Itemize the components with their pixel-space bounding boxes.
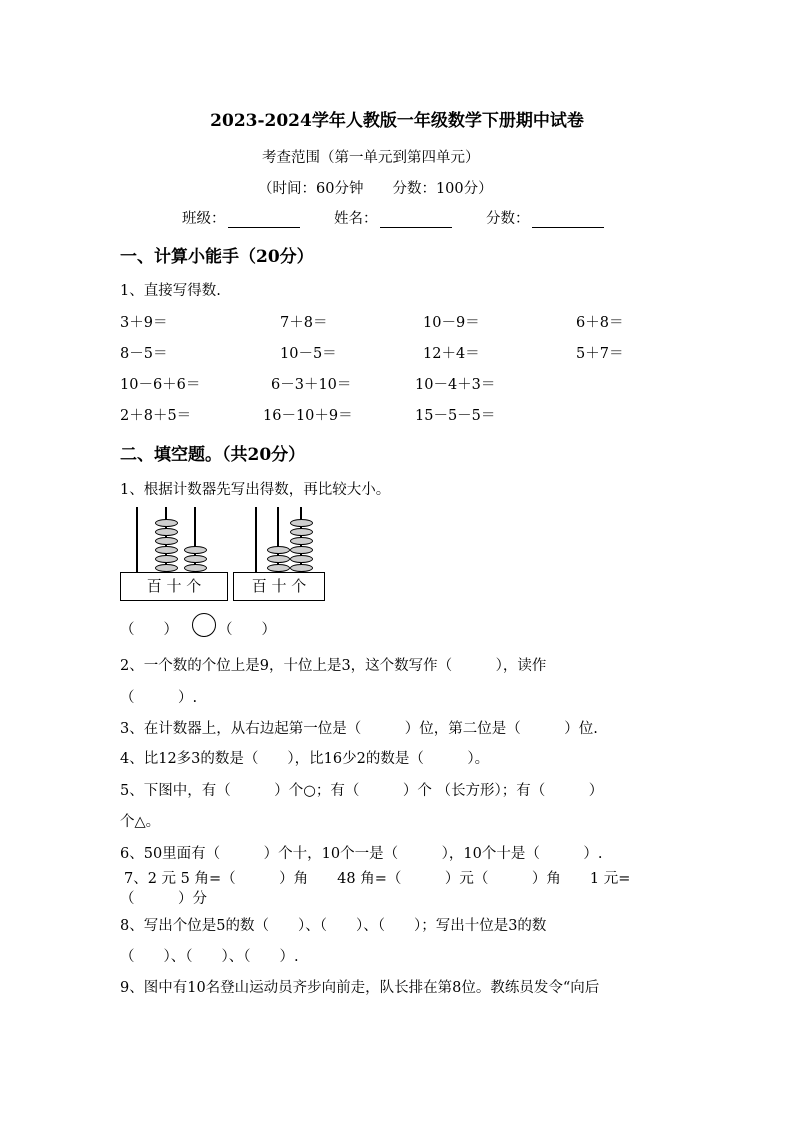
- calc-item: 10－9＝: [423, 315, 480, 331]
- abacus-bead: [155, 555, 178, 563]
- question-2-4: 4、比12多3的数是（ ），比16少2的数是（ ）。: [120, 751, 490, 767]
- question-2-9: 9、图中有10名登山运动员齐步向前走，队长排在第8位。教练员发令“向后: [120, 980, 600, 996]
- question-2-2: 2、一个数的个位上是9，十位上是3，这个数写作（ ），读作: [120, 658, 547, 674]
- abacus-bead: [267, 546, 290, 554]
- section1-heading: 一、计算小能手（20分）: [120, 247, 314, 267]
- abacus-1: [120, 505, 228, 601]
- calc-item: 10－4＋3＝: [415, 377, 496, 393]
- question-2-5: 5、下图中，有（ ）个○；有（ ）个 （长方形）；有（ ）: [120, 783, 604, 799]
- answer-right[interactable]: （ ）: [218, 622, 276, 638]
- abacus-bead: [184, 546, 207, 554]
- calc-item: 12＋4＝: [423, 346, 480, 362]
- calc-item: 8－5＝: [120, 346, 168, 362]
- calc-item: 16－10＋9＝: [263, 408, 353, 424]
- name-field: [334, 207, 452, 228]
- score-label: 分数：: [486, 211, 530, 227]
- class-field: [182, 207, 300, 228]
- name-label: 姓名：: [334, 211, 378, 227]
- abacus-bead: [290, 528, 313, 536]
- rod-hundreds: [255, 507, 257, 573]
- abacus-bead: [155, 537, 178, 545]
- name-blank[interactable]: [380, 213, 452, 228]
- question-2-8-cont: （ ）、（ ）、（ ）.: [120, 949, 299, 965]
- calc-item: 3＋9＝: [120, 315, 168, 331]
- section2-heading: 二、填空题。（共20分）: [120, 445, 306, 465]
- abacus-base: 百 十 个: [120, 572, 228, 601]
- abacus-bead: [184, 564, 207, 572]
- calc-item: 10－5＝: [280, 346, 337, 362]
- abacus-bead: [290, 546, 313, 554]
- score-blank[interactable]: [532, 213, 604, 228]
- abacus-bead: [290, 555, 313, 563]
- abacus-bead: [155, 528, 178, 536]
- score-field: [486, 207, 604, 228]
- abacus-bead: [267, 555, 290, 563]
- rod-hundreds: [136, 507, 138, 573]
- question-2-7: 7、2 元 5 角=（ ）角 48 角=（ ）元（ ）角 1 元=: [124, 871, 631, 887]
- question-2-7-cont: （ ）分: [120, 891, 207, 907]
- question-2-3: 3、在计数器上，从右边起第一位是（ ）位，第二位是（ ）位.: [120, 721, 598, 737]
- compare-circle[interactable]: [192, 613, 216, 637]
- page-title: 2023-2024学年人教版一年级数学下册期中试卷: [210, 111, 584, 131]
- calc-item: 7＋8＝: [280, 315, 328, 331]
- calc-item: 6－3＋10＝: [271, 377, 352, 393]
- calc-item: 10－6＋6＝: [120, 377, 201, 393]
- abacus-bead: [267, 564, 290, 572]
- time-score: （时间：60分钟 分数：100分）: [258, 181, 493, 197]
- answer-left[interactable]: （ ）: [120, 622, 178, 638]
- abacus-bead: [155, 519, 178, 527]
- abacus-base: 百 十 个: [233, 572, 325, 601]
- question-2-6: 6、50里面有（ ）个十，10个一是（ ），10个十是（ ）.: [120, 846, 603, 862]
- question-2-1: 1、根据计数器先写出得数，再比较大小。: [120, 482, 391, 498]
- abacus-2: [233, 505, 325, 601]
- class-label: 班级：: [182, 211, 226, 227]
- calc-item: 2＋8＋5＝: [120, 408, 192, 424]
- abacus-bead: [290, 519, 313, 527]
- abacus-bead: [290, 537, 313, 545]
- abacus-bead: [155, 546, 178, 554]
- question-2-5-cont: 个△。: [120, 814, 161, 830]
- calc-item: 6＋8＝: [576, 315, 624, 331]
- question-2-8: 8、写出个位是5的数（ ）、（ ）、（ ）；写出十位是3的数: [120, 918, 547, 934]
- question-1-1: 1、直接写得数.: [120, 283, 221, 299]
- question-2-2-cont: （ ）.: [120, 690, 198, 706]
- calc-item: 15－5－5＝: [415, 408, 496, 424]
- exam-scope: 考查范围（第一单元到第四单元）: [262, 150, 480, 166]
- class-blank[interactable]: [228, 213, 300, 228]
- abacus-bead: [155, 564, 178, 572]
- calc-item: 5＋7＝: [576, 346, 624, 362]
- abacus-bead: [290, 564, 313, 572]
- abacus-bead: [184, 555, 207, 563]
